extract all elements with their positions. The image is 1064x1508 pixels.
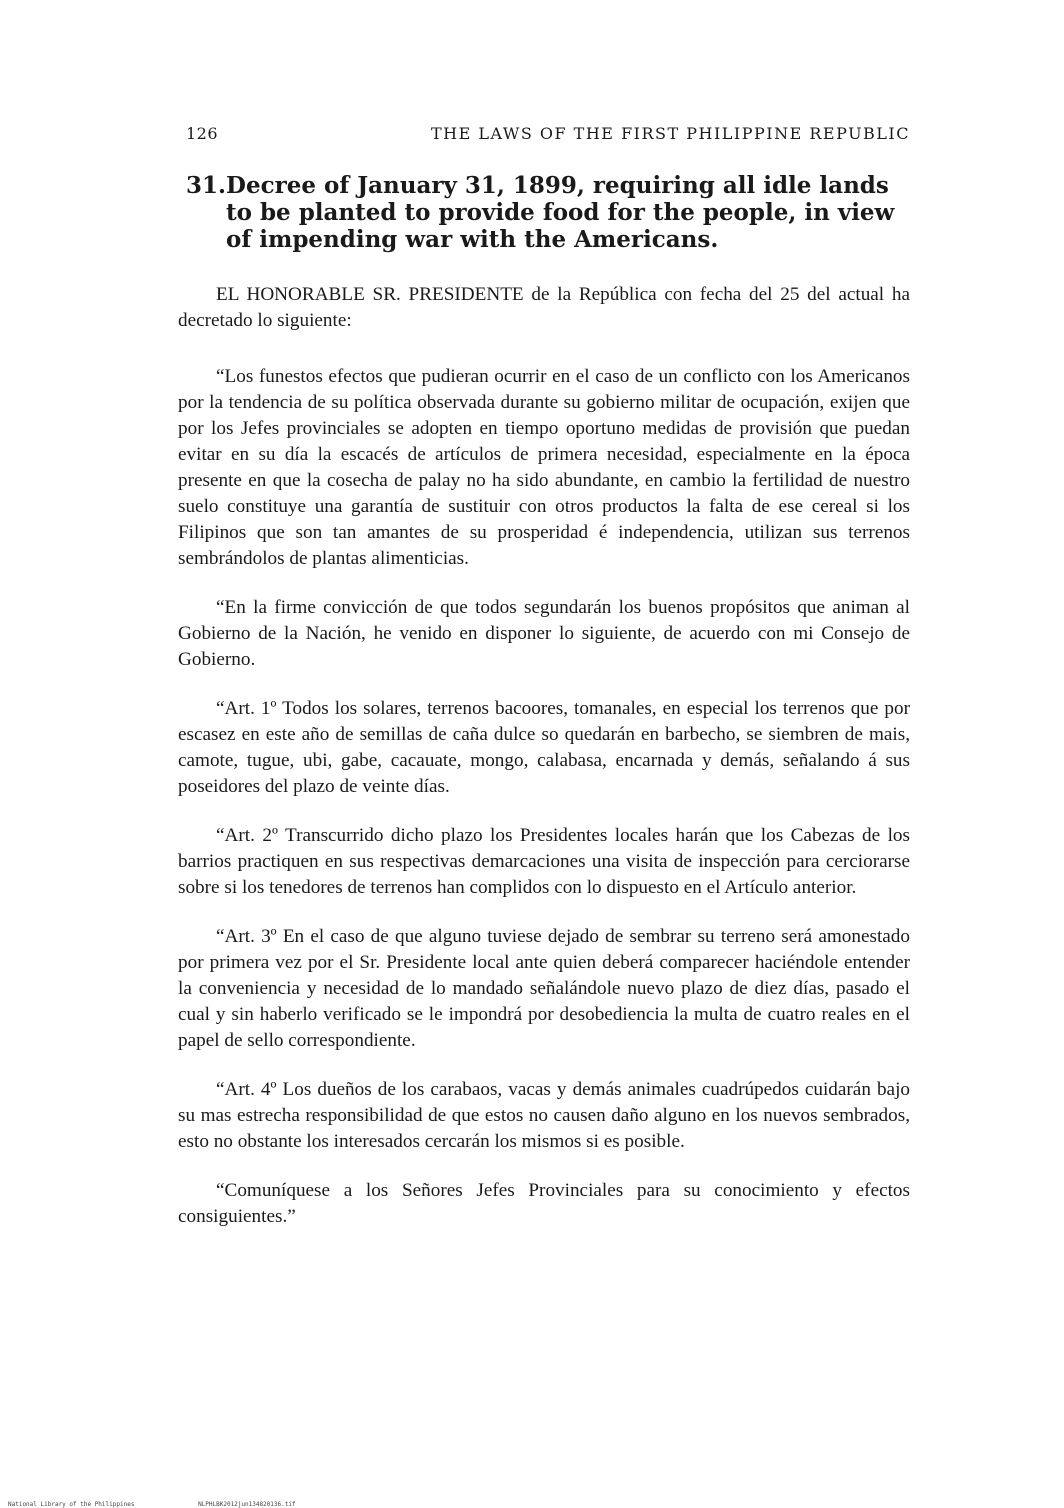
closing-paragraph: “Comuníquese a los Señores Jefes Provinciales para su conocimiento y efectos consiguientes.” [178,1180,910,1227]
article-2-paragraph: “Art. 2º Transcurrido dicho plazo los Presidentes locales harán que los Cabezas de los barrios practiquen en sus respectivas demarcaciones una visita de inspección para cerciorarse sobre si los tenedores de terrenos han complidos con lo dispuesto en el Artículo anterior. [178,825,910,898]
scan-file-id: NLPHLBK2012jun134820136.tif [198,1501,296,1508]
article-4-paragraph: “Art. 4º Los dueños de los carabaos, vacas y demás animales cuadrúpedos cuidarán bajo su mas estrecha responsibilidad de que estos no causen daño alguno en los nuevos sembrados, esto no obstante los interesados cercarán los mismos si es posible. [178,1079,910,1152]
book-title: THE LAWS OF THE FIRST PHILIPPINE REPUBLIC [430,124,910,143]
conviction-paragraph: “En la firme convicción de que todos segundarán los buenos propósitos que animan al Gobierno de la Nación, he venido en disponer lo siguiente, de acuerdo con mi Consejo de Gobierno. [178,597,910,670]
running-head [186,124,910,148]
article-3-paragraph: “Art. 3º En el caso de que alguno tuviese dejado de sembrar su terreno será amonestado por primera vez por el Sr. Presidente local ante quien deberá comparecer haciéndole entender la conveniencia y necesidad de lo mandado señalándole nuevo plazo de diez días, pasado el cual y sin haberlo verificado se le impondrá por desobediencia la multa de cuatro reales en el papel de sello correspondiente. [178,926,910,1051]
preamble-paragraph: “Los funestos efectos que pudieran ocurrir en el caso de un conflicto con los Americanos por la tendencia de su política observada durante su gobierno militar de ocupación, exijen que por los Jefes provinciales se adopten en tiempo oportuno medidas de provisión que puedan evitar en su día la escacés de artículos de primera necesidad, especialmente en la época presente en que la cosecha de palay no ha sido abundante, en cambio la fertilidad de nuestro suelo constituye una garantía de sustituir con otros productos la falta de ese cereal si los Filipinos que son tan amantes de su prosperidad é independencia, utilizan sus terrenos sembrándolos de plantas alimenticias. [178,366,910,569]
intro-paragraph: EL HONORABLE SR. PRESIDENTE de la República con fecha del 25 del actual ha decretado lo siguiente: [178,284,910,331]
decree-body [178,282,910,1253]
scan-footer [8,1501,356,1508]
decree-title: Decree of January 31, 1899, requiring all idle lands to be planted to provide food for the people, in view of impending war with the Americans. [226,172,895,253]
decree-number: 31. [186,172,227,199]
page-number: 126 [186,124,219,143]
article-1-paragraph: “Art. 1º Todos los solares, terrenos bacoores, tomanales, en especial los terrenos que por escasez en este año de semillas de caña dulce so quedarán en barbecho, se siembren de mais, camote, tugue, ubi, gabe, cacauate, mongo, calabasa, encarnada y demás, señalando á sus poseidores del plazo de veinte días. [178,698,910,797]
library-credit: National Library of the Philippines [8,1501,135,1508]
